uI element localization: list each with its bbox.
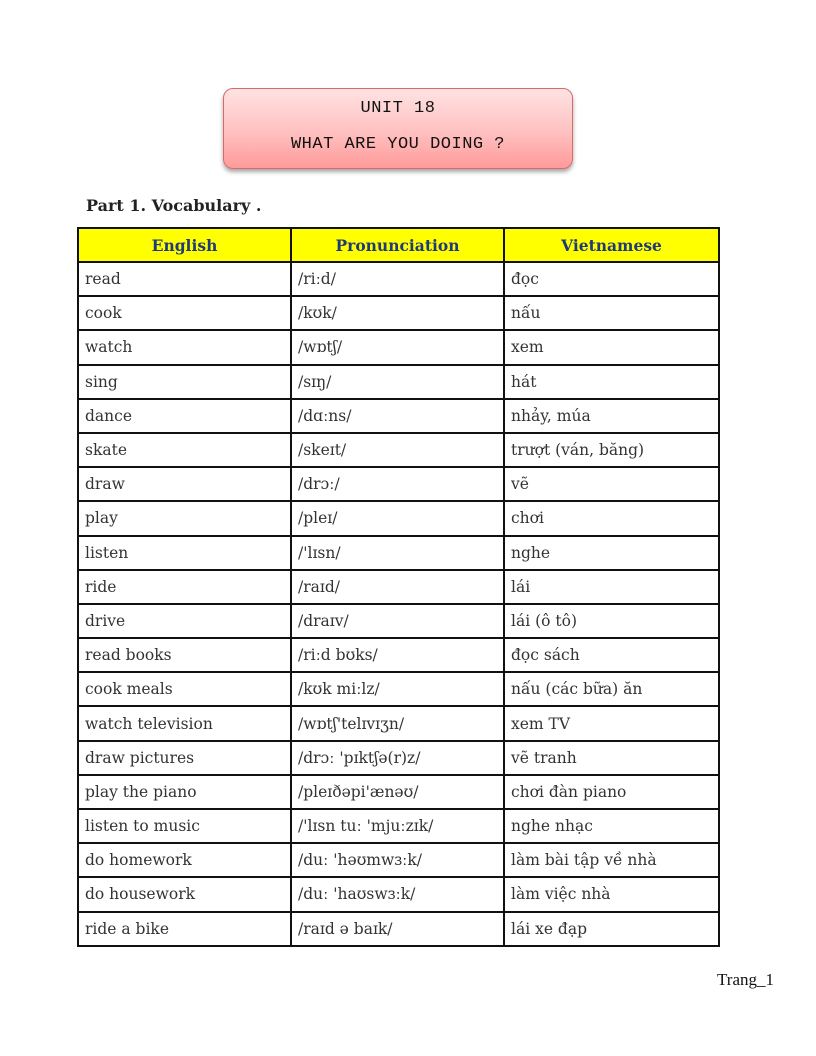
table-row <box>78 809 719 843</box>
english-cell: do housework <box>78 877 291 911</box>
table-header-row <box>78 228 719 262</box>
pronunciation-cell: /pleɪ/ <box>291 501 504 535</box>
pronunciation-cell: /wɒtʃ/ <box>291 330 504 364</box>
pronunciation-cell: /dɑːns/ <box>291 399 504 433</box>
table-row <box>78 399 719 433</box>
english-cell: drive <box>78 604 291 638</box>
pronunciation-cell: /draɪv/ <box>291 604 504 638</box>
unit-number: UNIT 18 <box>360 99 436 118</box>
header-english: English <box>78 228 291 262</box>
table-row <box>78 365 719 399</box>
vietnamese-cell: nấu <box>504 296 719 330</box>
part-heading: Part 1. Vocabulary . <box>86 196 262 215</box>
page-number: Trang_1 <box>717 970 774 989</box>
table-row <box>78 877 719 911</box>
english-cell: read <box>78 262 291 296</box>
vietnamese-cell: đọc <box>504 262 719 296</box>
vietnamese-cell: xem <box>504 330 719 364</box>
pronunciation-cell: /drɔː 'pɪktʃə(r)z/ <box>291 741 504 775</box>
pronunciation-cell: /kʊk/ <box>291 296 504 330</box>
pronunciation-cell: /drɔː/ <box>291 467 504 501</box>
unit-title-box <box>223 88 573 169</box>
english-cell: listen to music <box>78 809 291 843</box>
table-row <box>78 706 719 740</box>
vietnamese-cell: trượt (ván, băng) <box>504 433 719 467</box>
vietnamese-cell: làm việc nhà <box>504 877 719 911</box>
table-row <box>78 604 719 638</box>
table-row <box>78 262 719 296</box>
vietnamese-cell: lái <box>504 570 719 604</box>
pronunciation-cell: /wɒtʃ'telɪvɪʒn/ <box>291 706 504 740</box>
english-cell: skate <box>78 433 291 467</box>
vietnamese-cell: nấu (các bữa) ăn <box>504 672 719 706</box>
vietnamese-cell: vẽ <box>504 467 719 501</box>
vietnamese-cell: lái (ô tô) <box>504 604 719 638</box>
english-cell: draw pictures <box>78 741 291 775</box>
vietnamese-cell: lái xe đạp <box>504 912 719 946</box>
vietnamese-cell: nghe nhạc <box>504 809 719 843</box>
english-cell: cook <box>78 296 291 330</box>
pronunciation-cell: /skeɪt/ <box>291 433 504 467</box>
vietnamese-cell: làm bài tập về nhà <box>504 843 719 877</box>
table-row <box>78 296 719 330</box>
pronunciation-cell: /sɪŋ/ <box>291 365 504 399</box>
english-cell: ride <box>78 570 291 604</box>
pronunciation-cell: /duː 'həʊmwɜːk/ <box>291 843 504 877</box>
table-row <box>78 775 719 809</box>
english-cell: sing <box>78 365 291 399</box>
english-cell: dance <box>78 399 291 433</box>
table-row <box>78 501 719 535</box>
table-row <box>78 570 719 604</box>
pronunciation-cell: /kʊk miːlz/ <box>291 672 504 706</box>
english-cell: cook meals <box>78 672 291 706</box>
english-cell: play the piano <box>78 775 291 809</box>
vietnamese-cell: nghe <box>504 536 719 570</box>
table-row <box>78 536 719 570</box>
english-cell: read books <box>78 638 291 672</box>
english-cell: listen <box>78 536 291 570</box>
english-cell: ride a bike <box>78 912 291 946</box>
table-row <box>78 467 719 501</box>
table-row <box>78 638 719 672</box>
vietnamese-cell: chơi <box>504 501 719 535</box>
english-cell: watch television <box>78 706 291 740</box>
vocabulary-table-body <box>78 262 719 946</box>
pronunciation-cell: /pleɪðəpi'ænəʊ/ <box>291 775 504 809</box>
header-vietnamese: Vietnamese <box>504 228 719 262</box>
english-cell: draw <box>78 467 291 501</box>
table-row <box>78 912 719 946</box>
header-pronunciation: Pronunciation <box>291 228 504 262</box>
vietnamese-cell: nhảy, múa <box>504 399 719 433</box>
english-cell: watch <box>78 330 291 364</box>
english-cell: play <box>78 501 291 535</box>
table-row <box>78 741 719 775</box>
table-row <box>78 672 719 706</box>
vietnamese-cell: xem TV <box>504 706 719 740</box>
vietnamese-cell: chơi đàn piano <box>504 775 719 809</box>
english-cell: do homework <box>78 843 291 877</box>
pronunciation-cell: /'lɪsn/ <box>291 536 504 570</box>
pronunciation-cell: /riːd/ <box>291 262 504 296</box>
vietnamese-cell: vẽ tranh <box>504 741 719 775</box>
table-row <box>78 330 719 364</box>
vocabulary-table <box>77 227 720 947</box>
table-row <box>78 843 719 877</box>
pronunciation-cell: /riːd bʊks/ <box>291 638 504 672</box>
pronunciation-cell: /duː 'haʊswɜːk/ <box>291 877 504 911</box>
pronunciation-cell: /'lɪsn tuː 'mjuːzɪk/ <box>291 809 504 843</box>
unit-title: WHAT ARE YOU DOING ? <box>290 135 506 154</box>
table-row <box>78 433 719 467</box>
vietnamese-cell: hát <box>504 365 719 399</box>
vietnamese-cell: đọc sách <box>504 638 719 672</box>
pronunciation-cell: /raɪd/ <box>291 570 504 604</box>
pronunciation-cell: /raɪd ə baɪk/ <box>291 912 504 946</box>
